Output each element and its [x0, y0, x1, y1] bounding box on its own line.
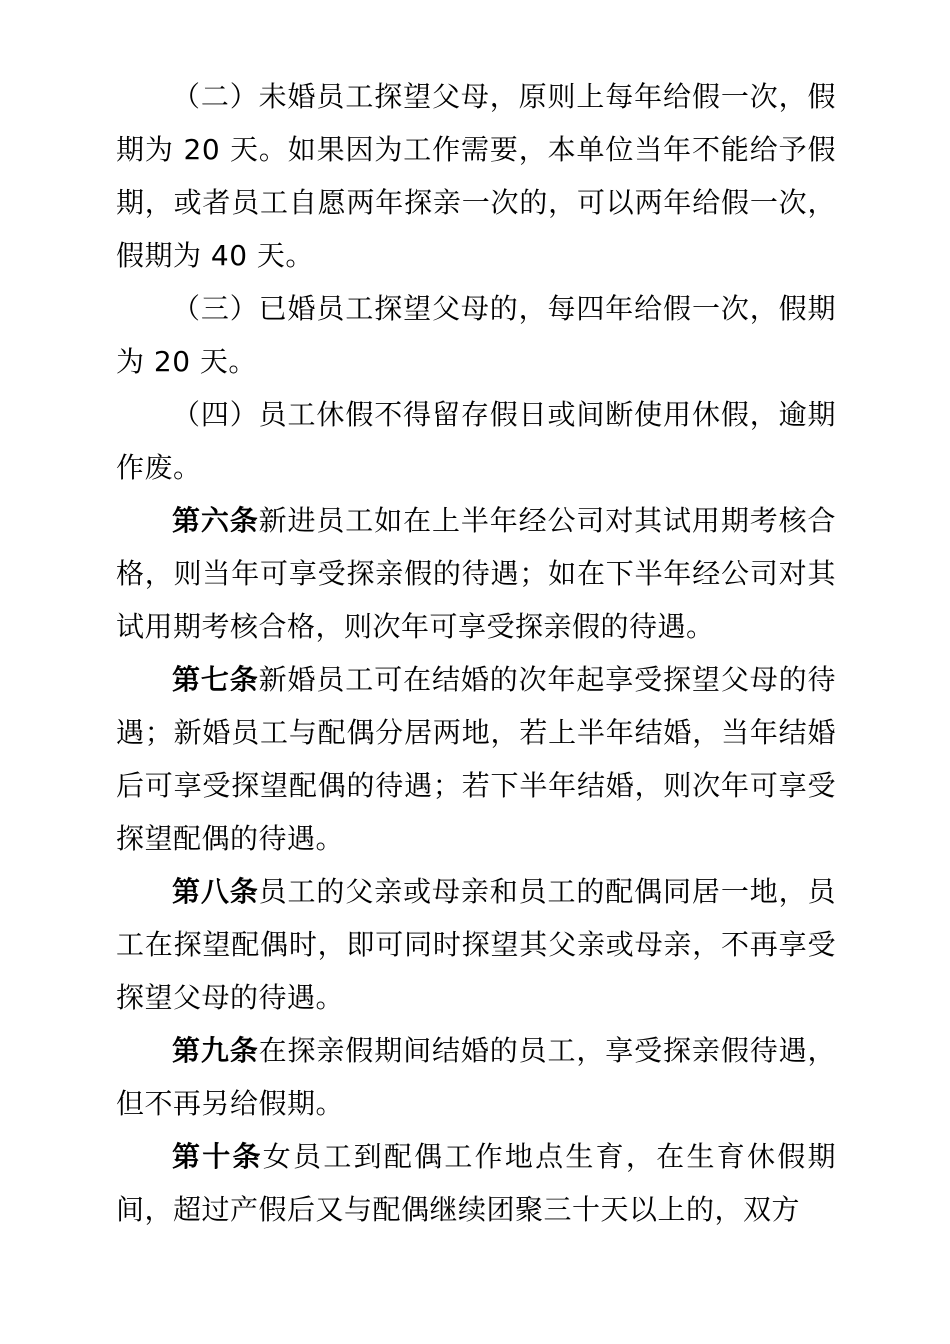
document-page: [116, 70, 836, 1236]
article-6: [116, 494, 836, 653]
article-9: [116, 1024, 836, 1130]
article-text: 员工的父亲或母亲和员工的配偶同居一地，员工在探望配偶时，即可同时探望其父亲或母亲，不再享受探望父母的待遇。: [116, 875, 836, 1014]
article-text: 新婚员工可在结婚的次年起享受探望父母的待遇；新婚员工与配偶分居两地，若上半年结婚，当年结婚后可享受探望配偶的待遇；若下半年结婚，则次年可享受探望配偶的待遇。: [116, 663, 836, 855]
article-heading: 第六条: [172, 504, 259, 537]
article-8: [116, 865, 836, 1024]
article-7: [116, 653, 836, 865]
article-text: 女员工到配偶工作地点生育，在生育休假期间，超过产假后又与配偶继续团聚三十天以上的，双方: [116, 1140, 836, 1226]
article-heading: 第八条: [172, 875, 259, 908]
article-heading: 第七条: [172, 663, 259, 696]
paragraph-item-2: [116, 70, 836, 282]
paragraph-item-3: [116, 282, 836, 388]
article-heading: 第九条: [172, 1034, 259, 1067]
article-text: 新进员工如在上半年经公司对其试用期考核合格，则当年可享受探亲假的待遇；如在下半年经公司对其试用期考核合格，则次年可享受探亲假的待遇。: [116, 504, 836, 643]
paragraph-text: （三）已婚员工探望父母的，每四年给假一次，假期为 20 天。: [116, 292, 836, 378]
paragraph-item-4: [116, 388, 836, 494]
article-10: [116, 1130, 836, 1236]
paragraph-text: （四）员工休假不得留存假日或间断使用休假，逾期作废。: [116, 398, 836, 484]
article-heading: 第十条: [172, 1140, 263, 1173]
article-text: 在探亲假期间结婚的员工，享受探亲假待遇，但不再另给假期。: [116, 1034, 836, 1120]
paragraph-text: （二）未婚员工探望父母，原则上每年给假一次，假期为 20 天。如果因为工作需要，本单位当年不能给予假期，或者员工自愿两年探亲一次的，可以两年给假一次，假期为 40 天。: [116, 80, 836, 272]
